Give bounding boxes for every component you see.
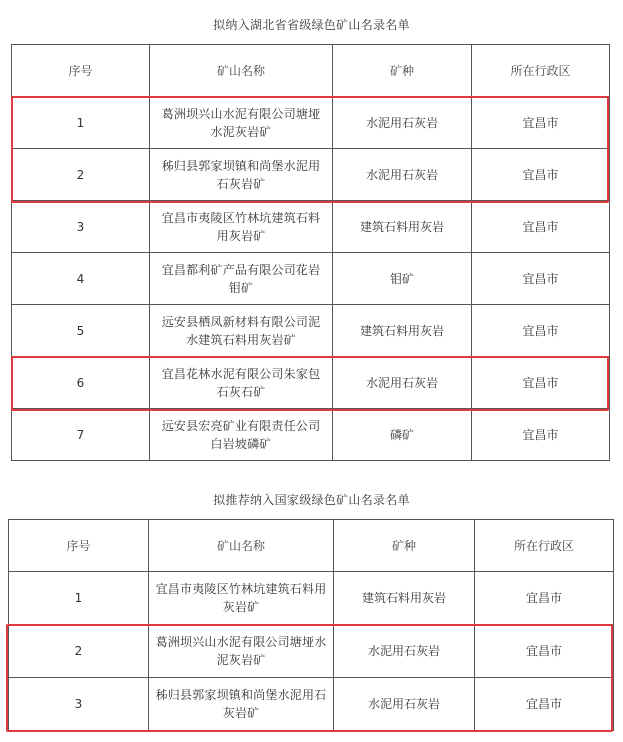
table-row xyxy=(12,305,610,357)
cell-mine-name: 宜昌都利矿产品有限公司花岩钼矿 xyxy=(150,253,333,305)
header-mineral: 矿种 xyxy=(334,520,475,572)
header-mine-name: 矿山名称 xyxy=(150,45,333,97)
cell-mineral: 建筑石料用灰岩 xyxy=(333,305,472,357)
cell-mineral: 建筑石料用灰岩 xyxy=(334,572,475,625)
table-row xyxy=(12,201,610,253)
provincial-mines-table xyxy=(11,44,610,461)
cell-serial: 7 xyxy=(12,409,150,461)
table-row xyxy=(12,149,610,201)
cell-mine-name: 葛洲坝兴山水泥有限公司塘垭水泥灰岩矿 xyxy=(149,625,334,678)
cell-mineral: 水泥用石灰岩 xyxy=(333,97,472,149)
cell-region: 宜昌市 xyxy=(472,357,610,409)
cell-serial: 4 xyxy=(12,253,150,305)
cell-region: 宜昌市 xyxy=(472,253,610,305)
cell-mineral: 水泥用石灰岩 xyxy=(334,625,475,678)
cell-mine-name: 宜昌花林水泥有限公司朱家包石灰石矿 xyxy=(150,357,333,409)
header-serial: 序号 xyxy=(9,520,149,572)
header-region: 所在行政区 xyxy=(475,520,614,572)
cell-region: 宜昌市 xyxy=(475,625,614,678)
header-region: 所在行政区 xyxy=(472,45,610,97)
cell-region: 宜昌市 xyxy=(472,305,610,357)
cell-serial: 6 xyxy=(12,357,150,409)
cell-mineral: 水泥用石灰岩 xyxy=(333,149,472,201)
cell-mineral: 钼矿 xyxy=(333,253,472,305)
table-row xyxy=(9,572,614,625)
cell-serial: 2 xyxy=(9,625,149,678)
cell-serial: 3 xyxy=(9,678,149,731)
cell-region: 宜昌市 xyxy=(472,201,610,253)
header-mine-name: 矿山名称 xyxy=(149,520,334,572)
cell-region: 宜昌市 xyxy=(472,149,610,201)
cell-serial: 1 xyxy=(12,97,150,149)
national-mines-table xyxy=(8,519,614,731)
table-row xyxy=(12,253,610,305)
table-header-row xyxy=(9,520,614,572)
cell-region: 宜昌市 xyxy=(472,97,610,149)
table-row xyxy=(12,357,610,409)
cell-mine-name: 秭归县郭家坝镇和尚堡水泥用石灰岩矿 xyxy=(149,678,334,731)
table-row xyxy=(9,678,614,731)
cell-serial: 3 xyxy=(12,201,150,253)
cell-serial: 5 xyxy=(12,305,150,357)
cell-mineral: 水泥用石灰岩 xyxy=(333,357,472,409)
cell-mine-name: 宜昌市夷陵区竹林坑建筑石料用灰岩矿 xyxy=(149,572,334,625)
header-mineral: 矿种 xyxy=(333,45,472,97)
cell-mineral: 建筑石料用灰岩 xyxy=(333,201,472,253)
table-row xyxy=(9,625,614,678)
cell-mine-name: 秭归县郭家坝镇和尚堡水泥用石灰岩矿 xyxy=(150,149,333,201)
cell-region: 宜昌市 xyxy=(475,572,614,625)
table-header-row xyxy=(12,45,610,97)
cell-mineral: 磷矿 xyxy=(333,409,472,461)
national-list-title: 拟推荐纳入国家级绿色矿山名录名单 xyxy=(213,493,410,507)
cell-mineral: 水泥用石灰岩 xyxy=(334,678,475,731)
table-row xyxy=(12,97,610,149)
cell-serial: 1 xyxy=(9,572,149,625)
table-row xyxy=(12,409,610,461)
cell-region: 宜昌市 xyxy=(475,678,614,731)
cell-mine-name: 远安县栖凤新材料有限公司泥水建筑石料用灰岩矿 xyxy=(150,305,333,357)
header-serial: 序号 xyxy=(12,45,150,97)
cell-serial: 2 xyxy=(12,149,150,201)
cell-mine-name: 宜昌市夷陵区竹林坑建筑石料用灰岩矿 xyxy=(150,201,333,253)
provincial-list-title: 拟纳入湖北省省级绿色矿山名录名单 xyxy=(213,18,410,32)
cell-mine-name: 远安县宏亮矿业有限责任公司白岩坡磷矿 xyxy=(150,409,333,461)
cell-mine-name: 葛洲坝兴山水泥有限公司塘垭水泥灰岩矿 xyxy=(150,97,333,149)
cell-region: 宜昌市 xyxy=(472,409,610,461)
